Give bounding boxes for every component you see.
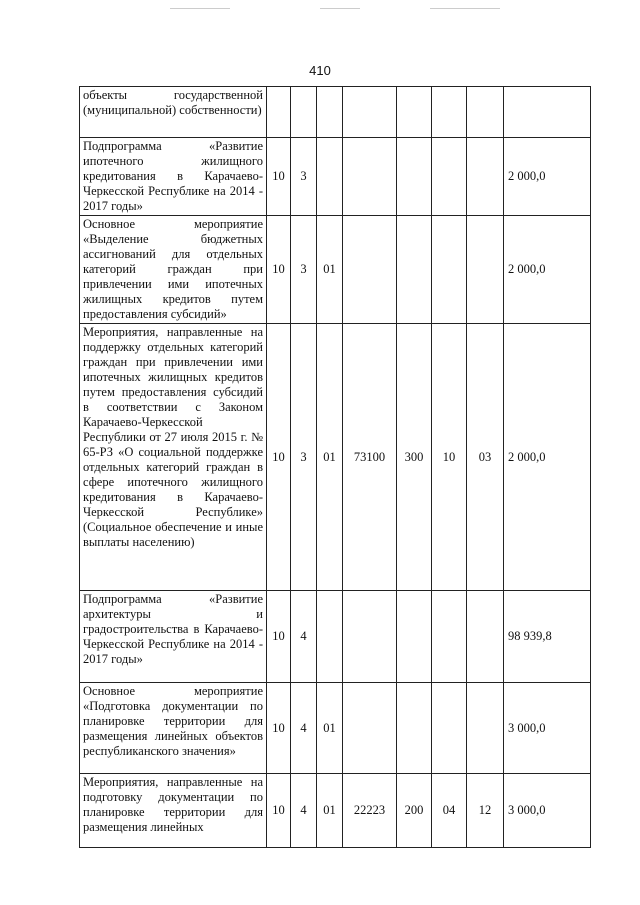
table-row bbox=[80, 138, 591, 216]
code-section: 10 bbox=[267, 216, 291, 324]
code-extra-2 bbox=[467, 683, 504, 774]
code-extra-1 bbox=[432, 138, 467, 216]
table-row bbox=[80, 324, 591, 591]
code-program bbox=[317, 138, 343, 216]
code-extra-2: 03 bbox=[467, 324, 504, 591]
code-expense-type bbox=[397, 683, 432, 774]
table-row bbox=[80, 774, 591, 848]
code-program bbox=[317, 87, 343, 138]
code-section: 10 bbox=[267, 324, 291, 591]
code-target: 73100 bbox=[343, 324, 397, 591]
scan-artifact bbox=[320, 8, 360, 9]
code-extra-1 bbox=[432, 591, 467, 683]
code-subsection bbox=[291, 87, 317, 138]
table-row bbox=[80, 591, 591, 683]
code-expense-type: 200 bbox=[397, 774, 432, 848]
code-section: 10 bbox=[267, 774, 291, 848]
code-section bbox=[267, 87, 291, 138]
row-description: Основное мероприятие «Подготовка документации по планировке территории для размещения линейных объектов республиканского значения» bbox=[80, 683, 267, 774]
code-subsection: 3 bbox=[291, 138, 317, 216]
code-program: 01 bbox=[317, 216, 343, 324]
code-extra-1: 10 bbox=[432, 324, 467, 591]
code-subsection: 4 bbox=[291, 774, 317, 848]
row-description: объекты государственной (муниципальной) собственности) bbox=[80, 87, 267, 138]
code-section: 10 bbox=[267, 683, 291, 774]
code-subsection: 4 bbox=[291, 683, 317, 774]
code-target bbox=[343, 683, 397, 774]
row-description: Мероприятия, направленные на подготовку документации по планировке территории для размещения линейных bbox=[80, 774, 267, 848]
code-program: 01 bbox=[317, 774, 343, 848]
code-extra-2 bbox=[467, 138, 504, 216]
row-description: Подпрограмма «Развитие ипотечного жилищного кредитования в Карачаево-Черкесской Республике на 2014 - 2017 годы» bbox=[80, 138, 267, 216]
row-description: Основное мероприятие «Выделение бюджетных ассигнований для отдельных категорий граждан при привлечении ими ипотечных жилищных кредитов путем предоставления субсидий» bbox=[80, 216, 267, 324]
code-extra-2: 12 bbox=[467, 774, 504, 848]
code-extra-1: 04 bbox=[432, 774, 467, 848]
code-program bbox=[317, 591, 343, 683]
code-extra-1 bbox=[432, 216, 467, 324]
code-subsection: 3 bbox=[291, 216, 317, 324]
amount-cell: 2 000,0 bbox=[504, 324, 591, 591]
code-expense-type bbox=[397, 87, 432, 138]
amount-cell: 3 000,0 bbox=[504, 683, 591, 774]
code-expense-type: 300 bbox=[397, 324, 432, 591]
code-program: 01 bbox=[317, 324, 343, 591]
scan-artifact bbox=[430, 8, 500, 9]
table-row bbox=[80, 216, 591, 324]
code-target bbox=[343, 591, 397, 683]
amount-cell: 2 000,0 bbox=[504, 138, 591, 216]
code-extra-2 bbox=[467, 591, 504, 683]
code-extra-2 bbox=[467, 87, 504, 138]
code-subsection: 4 bbox=[291, 591, 317, 683]
code-expense-type bbox=[397, 216, 432, 324]
budget-table bbox=[79, 86, 591, 848]
code-target bbox=[343, 216, 397, 324]
code-expense-type bbox=[397, 591, 432, 683]
scan-artifact bbox=[170, 8, 230, 9]
code-extra-2 bbox=[467, 216, 504, 324]
code-target bbox=[343, 138, 397, 216]
row-description: Мероприятия, направленные на поддержку отдельных категорий граждан при привлечении ими ипотечных жилищных кредитов путем предоставления субсидий в соответствии с Законом Карачаево-Черкесской Республики от 27 июля 2015 г. № 65-РЗ «О социальной поддержке отдельных категорий граждан в сфере ипотечного жилищного кредитования в Карачаево-Черкесской Республике» (Социальное обеспечение и иные выплаты населению) bbox=[80, 324, 267, 591]
code-target bbox=[343, 87, 397, 138]
table-row bbox=[80, 87, 591, 138]
code-program: 01 bbox=[317, 683, 343, 774]
amount-cell: 98 939,8 bbox=[504, 591, 591, 683]
row-description: Подпрограмма «Развитие архитектуры и градостроительства в Карачаево-Черкесской Республике на 2014 - 2017 годы» bbox=[80, 591, 267, 683]
code-target: 22223 bbox=[343, 774, 397, 848]
code-subsection: 3 bbox=[291, 324, 317, 591]
page-number: 410 bbox=[309, 63, 331, 78]
amount-cell: 3 000,0 bbox=[504, 774, 591, 848]
code-section: 10 bbox=[267, 591, 291, 683]
code-section: 10 bbox=[267, 138, 291, 216]
amount-cell bbox=[504, 87, 591, 138]
code-extra-1 bbox=[432, 683, 467, 774]
table-row bbox=[80, 683, 591, 774]
code-expense-type bbox=[397, 138, 432, 216]
amount-cell: 2 000,0 bbox=[504, 216, 591, 324]
code-extra-1 bbox=[432, 87, 467, 138]
